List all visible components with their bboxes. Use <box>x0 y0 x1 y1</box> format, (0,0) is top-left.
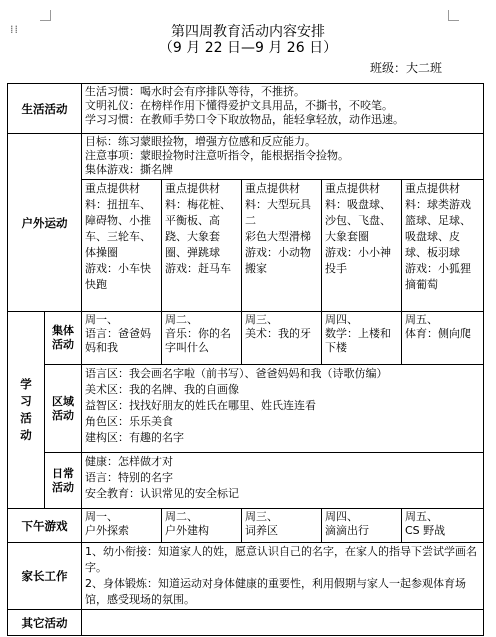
sub-label: 集体活动 <box>45 312 82 365</box>
day-cell: 重点提供材料：扭扭车、障碍物、小推车、三轮车、体操圈 游戏：小车快快跑 <box>82 180 162 312</box>
text-line: 健康：怎样做才对 <box>85 455 173 468</box>
row-label: 生活活动 <box>8 84 82 134</box>
text-line: 目标：练习蒙眼捡物，增强方位感和反应能力。 <box>85 135 316 148</box>
day-cell: 周一、 户外探索 <box>82 509 162 543</box>
text-line: 安全教育：认识常见的安全标记 <box>85 487 239 500</box>
text-line: 角色区：乐乐美食 <box>85 415 173 428</box>
day-cell: 周四、 数学：上楼和下楼 <box>322 312 402 365</box>
day-cell: 周五、 CS 野战 <box>402 509 484 543</box>
row-label: 下午游戏 <box>8 509 82 543</box>
day-cell: 重点提供材料：大型玩具二 彩色大型滑梯 游戏：小动物搬家 <box>242 180 322 312</box>
sub-label: 日常活动 <box>45 453 82 509</box>
day-cell: 周二、 户外建构 <box>162 509 242 543</box>
day-cell: 重点提供材料：梅花桩、平衡板、高跷、大象套圈、弹跳球 游戏：赶马车 <box>162 180 242 312</box>
text-line: 语言：特别的名字 <box>85 471 173 484</box>
study-label: 学习活动 <box>20 377 32 442</box>
day-cell: 重点提供材料：吸盘球、沙包、飞盘、大象套圈 游戏：小小神投手 <box>322 180 402 312</box>
study-collective-row <box>8 312 484 365</box>
text-line: 语言区：我会画名字啦（前书写）、爸爸妈妈和我（诗歌仿编） <box>85 367 388 380</box>
life-row <box>8 84 484 134</box>
day-cell: 重点提供材料：球类游戏 篮球、足球、吸盘球、皮球、板羽球 游戏：小狐狸摘葡萄 <box>402 180 484 312</box>
parent-content <box>82 543 484 610</box>
afternoon-row <box>8 509 484 543</box>
page-title: 第四周教育活动内容安排 <box>171 24 325 40</box>
day-cell: 周三、 词养区 <box>242 509 322 543</box>
text-line: 集体游戏：撕名牌 <box>85 163 173 176</box>
text-line: 2、身体锻炼：知道运动对身体健康的重要性，利用假期与家人一起参观体育场馆，感受现场的氛围。 <box>85 577 466 606</box>
page-corner-mark <box>448 10 459 21</box>
outdoor-intro <box>82 134 484 180</box>
life-content <box>82 84 484 134</box>
schedule-table <box>7 83 484 636</box>
other-row <box>8 610 484 636</box>
text-line: 注意事项：蒙眼捡物时注意听指令，能根据指令捡物。 <box>85 149 349 162</box>
daily-content <box>82 453 484 509</box>
row-label: 其它活动 <box>8 610 82 636</box>
text-line: 益智区：找找好朋友的姓氏在哪里、姓氏连连看 <box>85 399 316 412</box>
text-line: 文明礼仪：在榜样作用下懂得爱护文具用品，不撕书，不咬笔。 <box>85 99 393 112</box>
other-content <box>82 610 484 636</box>
drag-handle-icon[interactable]: ⁞⁞ <box>10 23 19 36</box>
outdoor-intro-row <box>8 134 484 180</box>
row-label <box>8 312 45 509</box>
text-line: 学习习惯：在教师手势口令下取放物品，能轻拿轻放，动作迅速。 <box>85 113 404 126</box>
row-label: 家长工作 <box>8 543 82 610</box>
study-area-row <box>8 365 484 453</box>
day-cell: 周四、 滴滴出行 <box>322 509 402 543</box>
text-line: 美术区：我的名牌、我的自画像 <box>85 383 239 396</box>
page-corner-mark <box>40 10 51 21</box>
parent-row <box>8 543 484 610</box>
date-range: （9 月 22 日—9 月 26 日） <box>158 40 338 56</box>
day-cell: 周二、 音乐：你的名字叫什么 <box>162 312 242 365</box>
study-daily-row <box>8 453 484 509</box>
text-line: 建构区：有趣的名字 <box>85 431 184 444</box>
text-line: 1、幼小衔接：知道家人的姓，愿意认识自己的名字，在家人的指导下尝试学画名字。 <box>85 545 477 574</box>
day-cell: 周一、 语言：爸爸妈妈和我 <box>82 312 162 365</box>
sub-label: 区域活动 <box>45 365 82 453</box>
day-cell: 周三、 美术：我的牙 <box>242 312 322 365</box>
class-label: 班级：大二班 <box>370 61 443 75</box>
text-line: 生活习惯：喝水时会有序排队等待，不推挤。 <box>85 85 305 98</box>
row-label: 户外运动 <box>8 134 82 312</box>
day-cell: 周五、 体育：侧向爬 <box>402 312 484 365</box>
area-content <box>82 365 484 453</box>
